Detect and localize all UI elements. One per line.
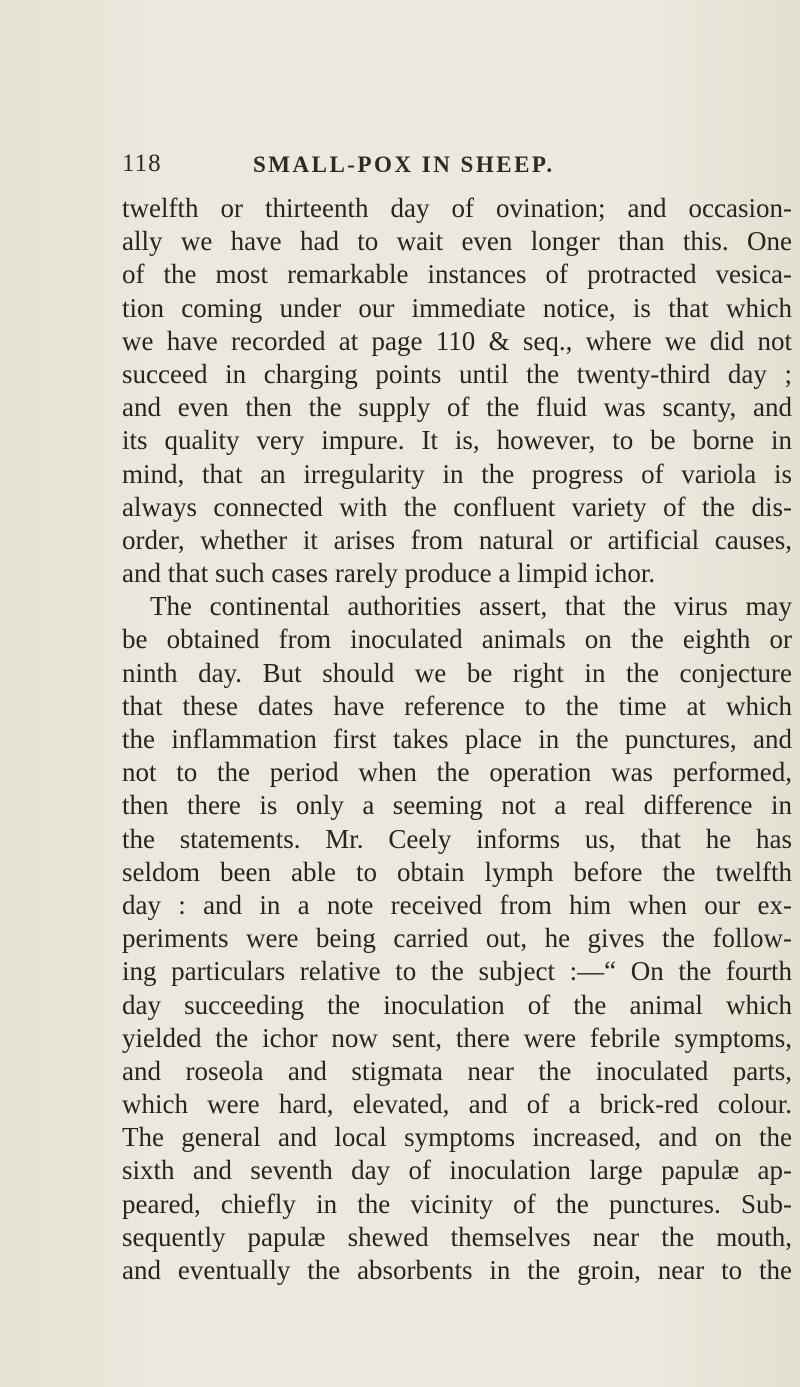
text-line: be obtained from inoculated animals on the eighth or xyxy=(122,624,792,655)
text-line: succeed in charging points until the twenty-third day ; xyxy=(122,358,792,389)
text-line: The general and local symptoms increased, and on the xyxy=(122,1122,792,1153)
text-line: ninth day. But should we be right in the conjecture xyxy=(122,657,792,688)
text-line: sequently papulæ shewed themselves near the mouth, xyxy=(122,1221,792,1252)
text-line: order, whether it arises from natural or artificial causes, xyxy=(122,524,792,555)
text-line: which were hard, elevated, and of a brick-red colour. xyxy=(122,1089,792,1120)
text-line: then there is only a seeming not a real difference in xyxy=(122,790,792,821)
text-line: always connected with the confluent variety of the dis- xyxy=(122,491,792,522)
text-line: and roseola and stigmata near the inoculated parts, xyxy=(122,1055,792,1086)
text-line: ing particulars relative to the subject :—“ On the fourth xyxy=(122,956,792,987)
page-number: 118 xyxy=(122,150,162,177)
body-text xyxy=(122,192,792,1287)
text-line: mind, that an irregularity in the progress of variola is xyxy=(122,458,792,489)
text-line: the inflammation first takes place in the punctures, and xyxy=(122,724,792,754)
text-line: ally we have had to wait even longer than this. One xyxy=(122,226,792,257)
text-line: tion coming under our immediate notice, is that which xyxy=(122,292,792,323)
running-head: SMALL-POX IN SHEEP. xyxy=(253,152,555,177)
text-line: its quality very impure. It is, however, to be borne in xyxy=(122,425,792,456)
text-line: day : and in a note received from him when our ex- xyxy=(122,889,792,920)
text-line: of the most remarkable instances of protracted vesica- xyxy=(122,259,792,290)
text-line: seldom been able to obtain lymph before the twelfth xyxy=(122,856,792,887)
page-header xyxy=(122,150,782,190)
text-line: sixth and seventh day of inoculation large papulæ ap- xyxy=(122,1155,792,1186)
text-line: and even then the supply of the fluid was scanty, and xyxy=(122,392,792,423)
text-line: periments were being carried out, he gives the follow- xyxy=(122,923,792,954)
text-line: twelfth or thirteenth day of ovination; and occasion- xyxy=(122,193,792,223)
text-line: and eventually the absorbents in the groin, near to the xyxy=(122,1255,792,1285)
text-line: we have recorded at page 110 & seq., where we did not xyxy=(122,325,792,356)
text-line: the statements. Mr. Ceely informs us, that he has xyxy=(122,823,792,854)
text-line: that these dates have reference to the time at which xyxy=(122,690,792,721)
paragraph-start-line: The continental authorities assert, that the virus may xyxy=(150,591,792,622)
text-line: day succeeding the inoculation of the animal which xyxy=(122,989,792,1020)
text-line: not to the period when the operation was performed, xyxy=(122,757,792,788)
paragraph-end-line: and that such cases rarely produce a limpid ichor. xyxy=(122,558,656,589)
text-line: yielded the ichor now sent, there were febrile symptoms, xyxy=(122,1022,792,1053)
text-line: peared, chiefly in the vicinity of the punctures. Sub- xyxy=(122,1188,792,1219)
